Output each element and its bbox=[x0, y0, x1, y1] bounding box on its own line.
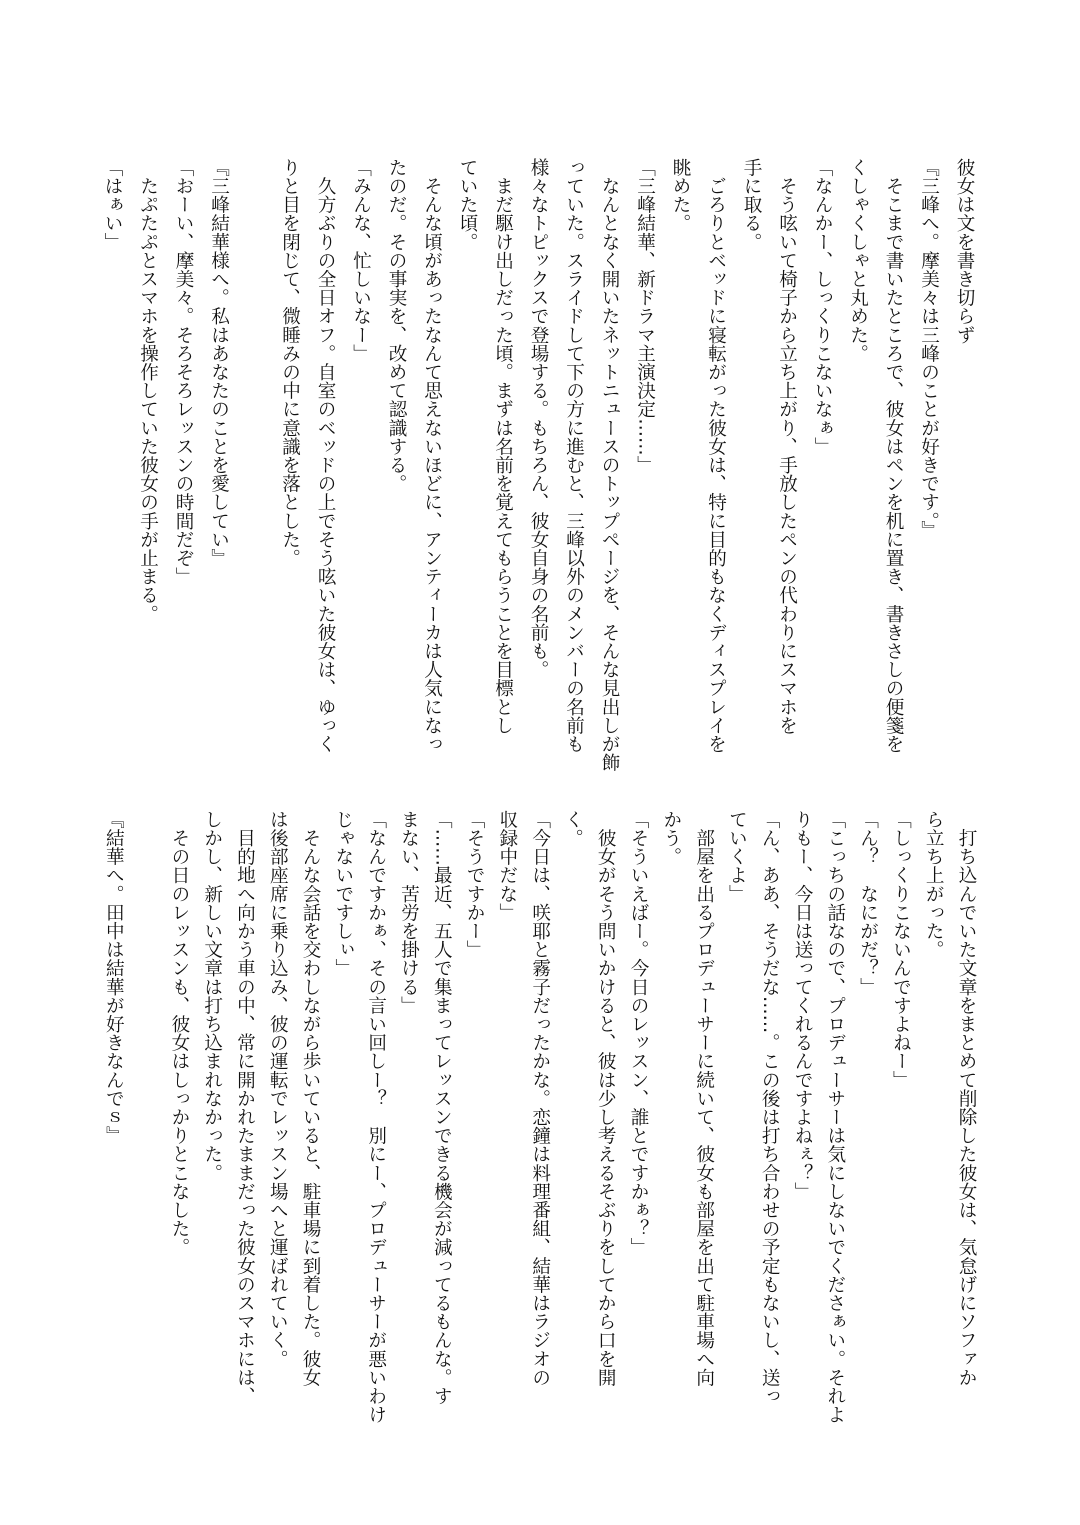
text-line bbox=[237, 158, 273, 778]
text-line: ごろりとベッドに寝転がった彼女は、特に目的もなくディスプレイを bbox=[705, 158, 727, 754]
text-line: く。 bbox=[562, 810, 584, 848]
text-line: 「なんですかぁ、その言い回しー？ 別にー、プロデューサーが悪いわけ bbox=[365, 810, 387, 1424]
text-line: 「はぁい」 bbox=[102, 158, 123, 251]
text-line: 「そうですかー」 bbox=[464, 810, 486, 959]
text-line: くしゃくしゃと丸めた。 bbox=[847, 158, 869, 363]
text-line: りと目を閉じて、微睡みの中に意識を落とした。 bbox=[279, 158, 301, 568]
text-line: ていた頃。 bbox=[457, 158, 478, 251]
text-line: 「そういえばー。今日のレッスン、誰とですかぁ？」 bbox=[628, 810, 650, 1257]
text-line: 「今日は、咲耶と霧子だったかな。恋鐘は料理番組、結華はラジオの bbox=[529, 810, 551, 1387]
text-line: 手に取る。 bbox=[741, 158, 762, 251]
text-line: そんな頃があったなんて思えないほどに、アンティーカは人気になっ bbox=[421, 158, 443, 754]
text-line: そう呟いて椅子から立ち上がり、手放したペンの代わりにスマホを bbox=[776, 158, 798, 735]
text-block-top bbox=[95, 158, 983, 778]
text-line: 様々なトピックスで登場する。もちろん、彼女自身の名前も。 bbox=[528, 158, 549, 679]
text-line: その日のレッスンも、彼女はしっかりとこなした。 bbox=[168, 810, 190, 1257]
text-line: 打ち込んでいた文章をまとめて削除した彼女は、気怠げにソファか bbox=[956, 810, 977, 1387]
text-line: 「ん？ なにがだ？」 bbox=[857, 810, 879, 996]
text-line: 「おーい、摩美々。そろそろレッスンの時間だぞ」 bbox=[173, 158, 194, 586]
text-line: 収録中だな」 bbox=[496, 810, 518, 922]
text-line: 部屋を出るプロデューサーに続いて、彼女も部屋を出て駐車場へ向 bbox=[693, 810, 715, 1387]
text-line: 彼女がそう問いかけると、彼は少し考えるそぶりをしてから口を開 bbox=[595, 810, 617, 1387]
text-line: 「こっちの話なので、プロデューサーは気にしないでくださぁい。それよ bbox=[824, 810, 846, 1424]
text-line: っていた。スライドして下の方に進むと、三峰以外のメンバーの名前も bbox=[563, 158, 585, 754]
text-line: ら立ち上がった。 bbox=[923, 810, 945, 959]
text-block-bottom bbox=[96, 810, 982, 1450]
text-line: 「みんな、忙しいなー」 bbox=[350, 158, 372, 363]
text-line: 「しっくりこないんですよねー」 bbox=[890, 810, 912, 1089]
text-line: しかし、新しい文章は打ち込まれなかった。 bbox=[201, 810, 223, 1182]
text-line: じゃないですしぃ」 bbox=[332, 810, 354, 978]
text-line: 「三峰結華、新ドラマ主演決定……」 bbox=[634, 158, 656, 475]
text-line: ていくよ」 bbox=[726, 810, 748, 903]
text-line: そんな会話を交わしながら歩いていると、駐車場に到着した。彼女 bbox=[300, 810, 322, 1387]
text-line: 眺めた。 bbox=[670, 158, 691, 233]
text-line: 『結華へ。田中は結華が好きなんでｓ』 bbox=[103, 810, 125, 1145]
text-line: まない、苦労を掛ける」 bbox=[398, 810, 420, 1015]
text-line: まだ駆け出しだった頃。まずは名前を覚えてもらうことを目標とし bbox=[492, 158, 514, 735]
text-line: 『三峰へ。摩美々は三峰のことが好きです。』 bbox=[918, 158, 940, 540]
text-line: 『三峰結華様へ。私はあなたのことを愛してい』 bbox=[208, 158, 230, 568]
text-line: 彼女は文を書き切らず bbox=[954, 158, 975, 344]
text-line: そこまで書いたところで、彼女はペンを机に置き、書きさしの便箋を bbox=[883, 158, 904, 754]
text-line: たのだ。その事実を、改めて認識する。 bbox=[386, 158, 407, 493]
text-line: りもー、今日は送ってくれるんですよねぇ？」 bbox=[792, 810, 814, 1201]
text-line: たぷたぷとスマホを操作していた彼女の手が止まる。 bbox=[137, 158, 159, 623]
text-line: 久方ぶりの全日オフ。自室のベッドの上でそう呟いた彼女は、ゆっく bbox=[315, 158, 336, 754]
text-line: 「なんかー、しっくりこないなぁ」 bbox=[812, 158, 833, 456]
text-line: 「ん、ああ、そうだな……。この後は打ち合わせの予定もないし、送っ bbox=[759, 810, 781, 1406]
text-line bbox=[129, 810, 162, 1450]
text-line: 「……最近、五人で集まってレッスンできる機会が減ってるもんな。す bbox=[431, 810, 453, 1406]
text-line: 目的地へ向かう車の中、常に開かれたままだった彼女のスマホには、 bbox=[234, 810, 256, 1406]
text-line: かう。 bbox=[660, 810, 682, 866]
text-line: は後部座席に乗り込み、彼の運転でレッスン場へと運ばれていく。 bbox=[267, 810, 289, 1368]
text-line: なんとなく開いたネットニュースのトップページを、そんな見出しが飾 bbox=[599, 158, 620, 772]
